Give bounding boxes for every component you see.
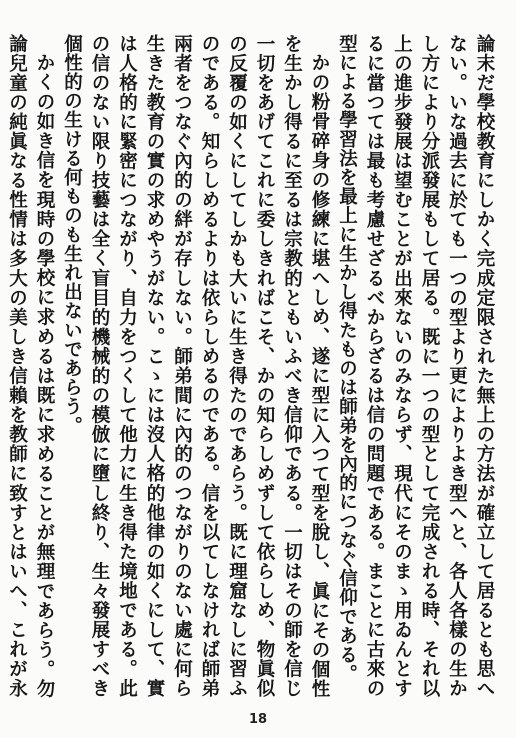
paragraph-3: かくの如き信を現時の學校に求めるは既に求めることが無理であらう。勿論兒童の純眞なる性情は多大の美しき信賴を教師に致すとはいへ、これが永 [6, 34, 55, 698]
vertical-text-body [6, 34, 498, 698]
paragraph-1: 論末だ學校教育にしかく完成定限された無上の方法が確立して居るとも思へない。いな過去に於ても一つの型より更によりよき型へと、各人各樣の生かし方により分派發展もして居る。既に一つの型として完成される時、それ以上の進步發展は望むことが出來ないのみならず、現代にそのまゝ用ゐんとするに當つては最も考慮せざるべからざるは信の問題である。まことに古來の型による學習法を最上に生かし得たものは師弟を內的につなぐ信仰である。 [336, 34, 495, 698]
page-number: 18 [248, 712, 268, 727]
paragraph-2: かの粉骨碎身の修練に堪へしめ、遂に型に入つて型を脫し、眞にその個性を生かし得るに至るは宗教的ともいふべき信仰である。一切はその師を信じ一切をあげてこれに委しきればこそ、かの知らしめずして依らしめ、物眞似の反覆の如くにしてしかも大いに生き得たのであらう。既に理窟なしに習ふのである。知らしめるよりは依らしめるのである。信を以てしなければ師弟兩者をつなぐ內的の絆が存しない。師弟間に內的のつながりのない處に何ら生きた教育の實の求めやうがない。こゝには沒人格的他律の如くにして、實は人格的に緊密につながり、自力をつくして他力に生き得た境地である。此の信のない限り技藝は全く盲目的機械的の模倣に墮し終り、生々發展すべき個性的の生ける何ものも生れ出ないであらう。 [61, 34, 330, 698]
